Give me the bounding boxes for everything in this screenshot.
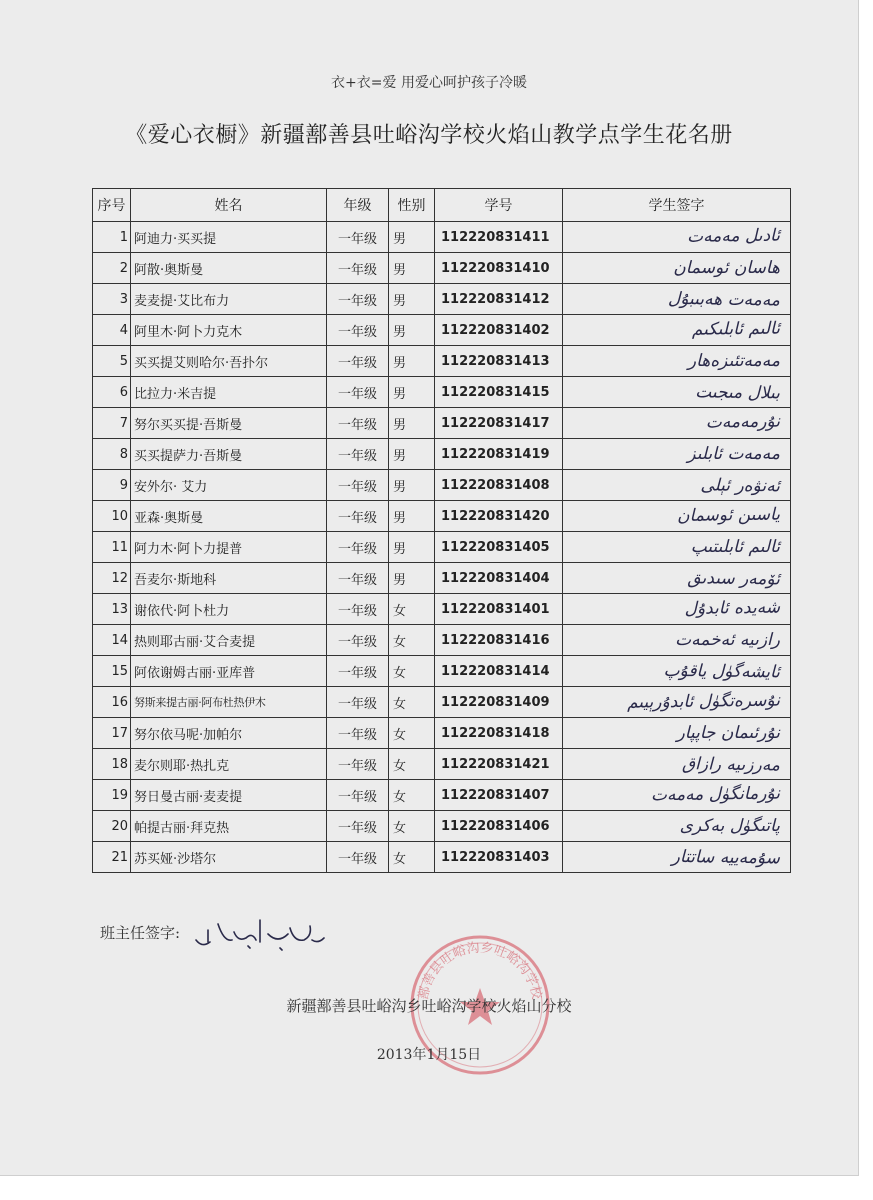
student-grade: 一年级 bbox=[327, 594, 389, 625]
student-grade: 一年级 bbox=[327, 749, 389, 780]
student-grade: 一年级 bbox=[327, 253, 389, 284]
row-number: 21 bbox=[93, 842, 131, 873]
handwritten-signature: نۇرمەمەت bbox=[705, 411, 781, 433]
student-sex: 女 bbox=[389, 594, 435, 625]
table-row bbox=[93, 656, 791, 687]
student-signature bbox=[563, 594, 791, 625]
document-date: 2013年1月15日 bbox=[376, 1047, 482, 1063]
student-name: 阿散·奥斯曼 bbox=[131, 253, 327, 284]
student-id: 112220831407 bbox=[435, 780, 563, 811]
handwritten-signature: مەمەت ھەبىبۇل bbox=[667, 288, 781, 311]
student-id: 112220831418 bbox=[435, 718, 563, 749]
student-name: 阿力木·阿卜力提普 bbox=[131, 532, 327, 563]
student-sex: 男 bbox=[389, 408, 435, 439]
student-signature bbox=[563, 811, 791, 842]
table-row bbox=[93, 346, 791, 377]
handwritten-signature: مەرزىيە رازاق bbox=[681, 754, 781, 776]
student-id: 112220831411 bbox=[435, 222, 563, 253]
table-row bbox=[93, 718, 791, 749]
table-row bbox=[93, 501, 791, 532]
student-id: 112220831409 bbox=[435, 687, 563, 718]
student-id: 112220831414 bbox=[435, 656, 563, 687]
student-name: 比拉力·米吉提 bbox=[131, 377, 327, 408]
handwritten-signature: سۇمەييە ساتتار bbox=[671, 846, 781, 869]
student-signature bbox=[563, 625, 791, 656]
student-name: 买买提艾则哈尔·吾扑尔 bbox=[131, 346, 327, 377]
student-sex: 男 bbox=[389, 346, 435, 377]
student-grade: 一年级 bbox=[327, 408, 389, 439]
header-sex: 性别 bbox=[389, 189, 435, 222]
student-name: 阿里木·阿卜力克木 bbox=[131, 315, 327, 346]
student-name: 安外尔· 艾力 bbox=[131, 470, 327, 501]
header-name: 姓名 bbox=[131, 189, 327, 222]
student-signature bbox=[563, 377, 791, 408]
student-sex: 女 bbox=[389, 687, 435, 718]
student-signature bbox=[563, 222, 791, 253]
handwritten-signature: ئۆمەر سىدىق bbox=[687, 568, 781, 590]
table-row bbox=[93, 439, 791, 470]
student-signature bbox=[563, 656, 791, 687]
header-grade: 年级 bbox=[327, 189, 389, 222]
row-number: 19 bbox=[93, 780, 131, 811]
handwritten-signature: مەمەت ئابلىز bbox=[687, 444, 780, 464]
student-name: 买买提萨力·吾斯曼 bbox=[131, 439, 327, 470]
student-sex: 男 bbox=[389, 501, 435, 532]
student-name: 热则耶古丽·艾合麦提 bbox=[131, 625, 327, 656]
document-subtitle: 衣+衣=爱 用爱心呵护孩子冷暖 bbox=[331, 75, 527, 91]
row-number: 7 bbox=[93, 408, 131, 439]
handwritten-signature: نۇرئىمان جاپپار bbox=[676, 723, 780, 743]
table-row bbox=[93, 842, 791, 873]
student-signature bbox=[563, 842, 791, 873]
student-signature bbox=[563, 470, 791, 501]
student-id: 112220831417 bbox=[435, 408, 563, 439]
row-number: 14 bbox=[93, 625, 131, 656]
student-grade: 一年级 bbox=[327, 222, 389, 253]
row-number: 10 bbox=[93, 501, 131, 532]
student-sex: 女 bbox=[389, 842, 435, 873]
handwritten-signature: رازىيە ئەخمەت bbox=[675, 630, 780, 650]
table-row bbox=[93, 377, 791, 408]
document-title: 《爱心衣橱》新疆鄯善县吐峪沟学校火焰山教学点学生花名册 bbox=[125, 123, 733, 148]
table-row bbox=[93, 532, 791, 563]
student-signature bbox=[563, 718, 791, 749]
student-signature bbox=[563, 315, 791, 346]
handwritten-signature: ئالىم ئابلىكىم bbox=[691, 318, 781, 340]
table-row bbox=[93, 780, 791, 811]
student-signature bbox=[563, 253, 791, 284]
student-sex: 男 bbox=[389, 315, 435, 346]
row-number: 6 bbox=[93, 377, 131, 408]
student-sex: 男 bbox=[389, 253, 435, 284]
student-sex: 女 bbox=[389, 625, 435, 656]
student-id: 112220831408 bbox=[435, 470, 563, 501]
handwritten-signature: ئالىم ئابلىتىپ bbox=[690, 537, 780, 557]
row-number: 3 bbox=[93, 284, 131, 315]
row-number: 9 bbox=[93, 470, 131, 501]
student-sex: 女 bbox=[389, 811, 435, 842]
student-grade: 一年级 bbox=[327, 656, 389, 687]
student-name: 麦尔则耶·热扎克 bbox=[131, 749, 327, 780]
handwritten-signature: شەيدە ئابدۇل bbox=[684, 597, 781, 619]
student-sex: 女 bbox=[389, 749, 435, 780]
teacher-signature-label: 班主任签字: bbox=[100, 924, 181, 942]
row-number: 2 bbox=[93, 253, 131, 284]
table-row bbox=[93, 594, 791, 625]
student-grade: 一年级 bbox=[327, 780, 389, 811]
student-roster-table bbox=[92, 188, 791, 873]
student-sex: 男 bbox=[389, 439, 435, 470]
table-row bbox=[93, 749, 791, 780]
student-sex: 女 bbox=[389, 656, 435, 687]
student-sex: 男 bbox=[389, 284, 435, 315]
handwritten-signature: ئەنۋەر ئېلى bbox=[700, 475, 781, 497]
table-row bbox=[93, 284, 791, 315]
student-id: 112220831421 bbox=[435, 749, 563, 780]
student-id: 112220831410 bbox=[435, 253, 563, 284]
row-number: 12 bbox=[93, 563, 131, 594]
student-name: 努日曼古丽·麦麦提 bbox=[131, 780, 327, 811]
student-grade: 一年级 bbox=[327, 842, 389, 873]
student-name: 阿依谢姆古丽·亚库普 bbox=[131, 656, 327, 687]
student-signature bbox=[563, 439, 791, 470]
student-sex: 男 bbox=[389, 532, 435, 563]
student-signature bbox=[563, 408, 791, 439]
student-grade: 一年级 bbox=[327, 470, 389, 501]
student-id: 112220831420 bbox=[435, 501, 563, 532]
student-id: 112220831412 bbox=[435, 284, 563, 315]
row-number: 5 bbox=[93, 346, 131, 377]
handwritten-signature: نۇرمانگۈل مەمەت bbox=[650, 783, 781, 806]
student-name: 努尔买买提·吾斯曼 bbox=[131, 408, 327, 439]
student-id: 112220831405 bbox=[435, 532, 563, 563]
table-header-row bbox=[93, 189, 791, 222]
row-number: 8 bbox=[93, 439, 131, 470]
table-row bbox=[93, 222, 791, 253]
student-grade: 一年级 bbox=[327, 532, 389, 563]
student-id: 112220831401 bbox=[435, 594, 563, 625]
student-grade: 一年级 bbox=[327, 439, 389, 470]
handwritten-signature: بىلال مىجىت bbox=[695, 382, 781, 404]
student-grade: 一年级 bbox=[327, 284, 389, 315]
student-signature bbox=[563, 563, 791, 594]
student-grade: 一年级 bbox=[327, 346, 389, 377]
student-sex: 女 bbox=[389, 780, 435, 811]
table-row bbox=[93, 687, 791, 718]
table-row bbox=[93, 563, 791, 594]
student-id: 112220831402 bbox=[435, 315, 563, 346]
table-row bbox=[93, 408, 791, 439]
student-sex: 女 bbox=[389, 718, 435, 749]
student-signature bbox=[563, 687, 791, 718]
student-id: 112220831419 bbox=[435, 439, 563, 470]
student-signature bbox=[563, 501, 791, 532]
handwritten-signature: ئادىل مەمەت bbox=[686, 225, 781, 247]
student-grade: 一年级 bbox=[327, 625, 389, 656]
student-sex: 男 bbox=[389, 470, 435, 501]
student-grade: 一年级 bbox=[327, 811, 389, 842]
svg-text:鄯善县吐峪沟乡吐峪沟学校: 鄯善县吐峪沟乡吐峪沟学校 bbox=[416, 940, 544, 1001]
student-sex: 男 bbox=[389, 563, 435, 594]
student-id: 112220831404 bbox=[435, 563, 563, 594]
handwritten-signature: ھاسان ئوسمان bbox=[673, 258, 780, 278]
header-student-id: 学号 bbox=[435, 189, 563, 222]
student-signature bbox=[563, 346, 791, 377]
handwritten-signature: ياسىن ئوسمان bbox=[676, 504, 781, 526]
row-number: 18 bbox=[93, 749, 131, 780]
student-name: 吾麦尔·斯地科 bbox=[131, 563, 327, 594]
student-id: 112220831413 bbox=[435, 346, 563, 377]
student-grade: 一年级 bbox=[327, 687, 389, 718]
student-id: 112220831416 bbox=[435, 625, 563, 656]
student-id: 112220831415 bbox=[435, 377, 563, 408]
student-signature bbox=[563, 749, 791, 780]
student-id: 112220831406 bbox=[435, 811, 563, 842]
table-row bbox=[93, 470, 791, 501]
row-number: 20 bbox=[93, 811, 131, 842]
row-number: 16 bbox=[93, 687, 131, 718]
header-number: 序号 bbox=[93, 189, 131, 222]
student-grade: 一年级 bbox=[327, 377, 389, 408]
student-signature bbox=[563, 284, 791, 315]
row-number: 1 bbox=[93, 222, 131, 253]
student-name: 帕提古丽·拜克热 bbox=[131, 811, 327, 842]
student-name: 努尔依马呢·加帕尔 bbox=[131, 718, 327, 749]
school-name: 新疆鄯善县吐峪沟乡吐峪沟学校火焰山分校 bbox=[286, 997, 572, 1015]
handwritten-signature: مەمەتئىزەھار bbox=[687, 351, 780, 371]
row-number: 4 bbox=[93, 315, 131, 346]
student-sex: 男 bbox=[389, 222, 435, 253]
row-number: 17 bbox=[93, 718, 131, 749]
student-name: 亚森·奥斯曼 bbox=[131, 501, 327, 532]
handwritten-signature: ئايشەگۈل ياقۇپ bbox=[663, 660, 781, 683]
student-name: 谢依代·阿卜杜力 bbox=[131, 594, 327, 625]
student-name: 努斯来提古丽·阿布杜热伊木 bbox=[131, 687, 327, 718]
table-row bbox=[93, 811, 791, 842]
student-grade: 一年级 bbox=[327, 563, 389, 594]
student-grade: 一年级 bbox=[327, 718, 389, 749]
row-number: 15 bbox=[93, 656, 131, 687]
student-name: 麦麦提·艾比布力 bbox=[131, 284, 327, 315]
teacher-handwritten-signature bbox=[188, 910, 338, 960]
table-row bbox=[93, 315, 791, 346]
row-number: 11 bbox=[93, 532, 131, 563]
student-name: 阿迪力·买买提 bbox=[131, 222, 327, 253]
header-signature: 学生签字 bbox=[563, 189, 791, 222]
student-id: 112220831403 bbox=[435, 842, 563, 873]
student-signature bbox=[563, 532, 791, 563]
student-sex: 男 bbox=[389, 377, 435, 408]
student-grade: 一年级 bbox=[327, 315, 389, 346]
student-grade: 一年级 bbox=[327, 501, 389, 532]
student-name: 苏买娅·沙塔尔 bbox=[131, 842, 327, 873]
handwritten-signature: پاتىگۈل بەكرى bbox=[679, 816, 780, 836]
table-row bbox=[93, 253, 791, 284]
student-signature bbox=[563, 780, 791, 811]
handwritten-signature: نۇسرەتگۈل ئابدۇرېيىم bbox=[626, 690, 781, 713]
row-number: 13 bbox=[93, 594, 131, 625]
table-row bbox=[93, 625, 791, 656]
